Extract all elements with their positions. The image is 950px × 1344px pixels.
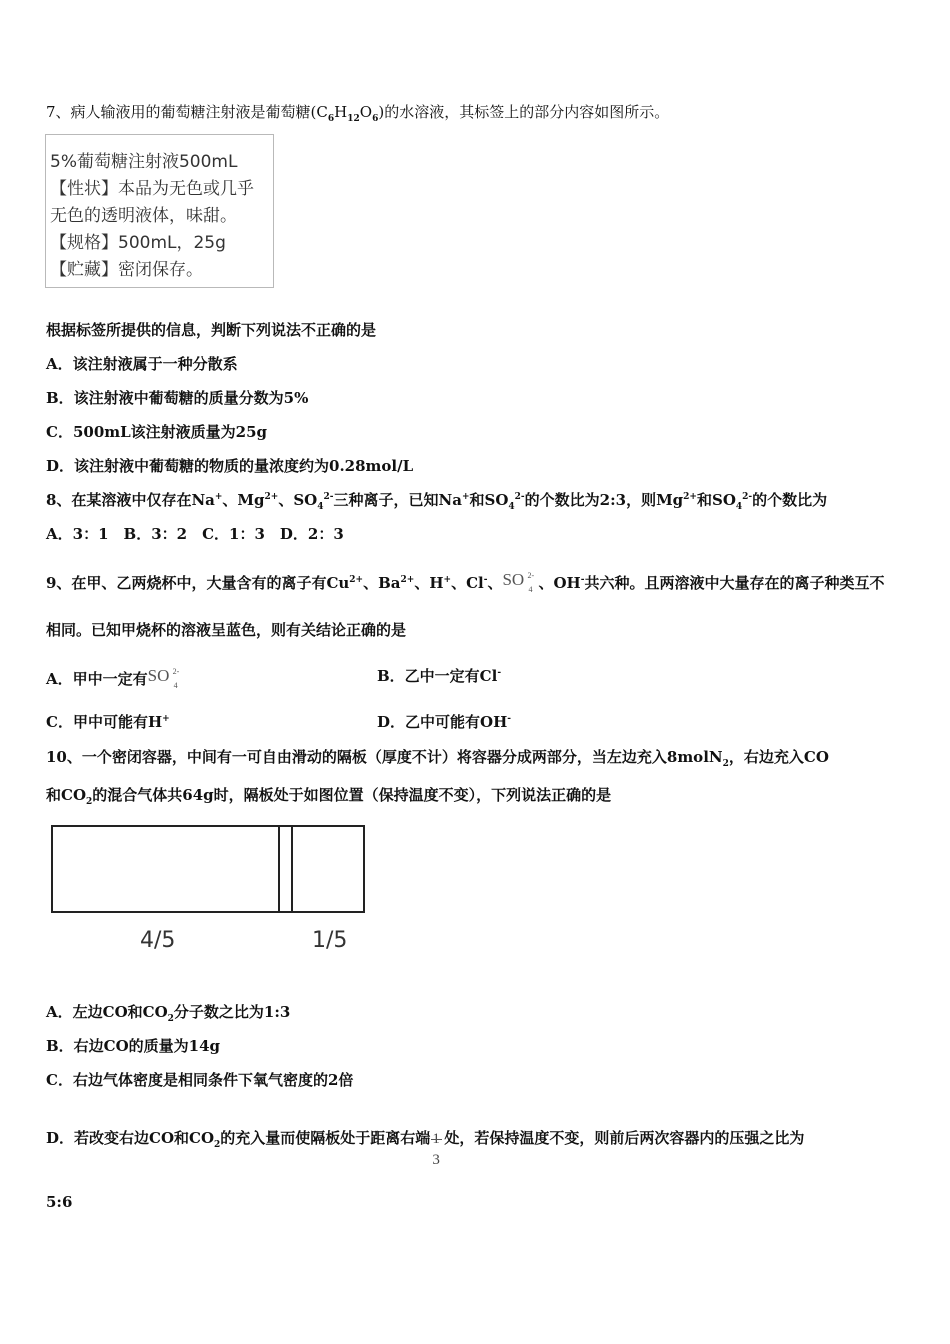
q7-option-d: D．该注射液中葡萄糖的物质的量浓度约为0.28mol/L — [46, 457, 414, 475]
container-diagram — [50, 824, 366, 914]
q7-question: 根据标签所提供的信息，判断下列说法不正确的是 — [46, 321, 377, 339]
sulfate-formula: SO 2- 4 — [147, 666, 180, 690]
label-line: 无色的透明液体，味甜。 — [50, 206, 237, 226]
q10-option-a: A．左边CO和$CO_2$分子数之比为1:3 — [46, 1003, 291, 1024]
q8-stem: 8、在某溶液中仅存在Na+、$Mg^{2+}$、$SO_4^{2-}$三种离子，已知Na+和$SO_4^{2-}$的个数比为2:3，则$Mg^{2+}$和$SO_4^{2-}$的个数比为 — [46, 491, 828, 512]
q9-option-b: B．乙中一定有Cl- — [377, 667, 502, 685]
left-fraction-label: 4/5 — [140, 928, 176, 953]
q9-option-c: C．甲中可能有H+ — [46, 713, 170, 731]
q10-option-d: D．若改变右边CO和$CO_2$的充入量而使隔板处于距离右端 3 处，若保持温度不变，则前后两次容器内的压强之比为 — [46, 1118, 804, 1159]
q10-stem: 10、一个密闭容器，中间有一可自由滑动的隔板（厚度不计）将容器分成两部分，当左边充入8molN$_2$，右边充入CO — [46, 748, 829, 769]
q7-stem: 7、病人输液用的葡萄糖注射液是葡萄糖$(C_6H_{12}O_6)$的水溶液，其标签上的部分内容如图所示。 — [46, 103, 670, 124]
q9-option-d: D．乙中可能有OH- — [377, 713, 511, 731]
q7-stem-b: )的水溶液，其标签上的部分内容如图所示。 — [378, 103, 670, 121]
label-line: 5%葡萄糖注射液500mL — [50, 152, 238, 172]
q7-option-c: C．500mL该注射液质量为25g — [46, 423, 268, 441]
fraction-one-third: 3 — [430, 1119, 444, 1159]
q10-option-b: B．右边CO的质量为14g — [46, 1037, 221, 1055]
q10-option-d-line2: 5:6 — [46, 1193, 73, 1211]
label-line: 【规格】500mL，25g — [50, 233, 226, 253]
q9-option-a: A．甲中一定有 SO 2- 4 — [46, 664, 184, 689]
container-svg — [50, 824, 366, 914]
sulfate-formula: SO 2- 4 — [502, 570, 535, 594]
right-fraction-label: 1/5 — [312, 928, 348, 953]
sliding-partition — [279, 826, 292, 912]
container-outline — [52, 826, 364, 912]
q10-stem-line2: 和$CO_2$的混合气体共64g时，隔板处于如图位置（保持温度不变），下列说法正确的是 — [46, 786, 612, 807]
q7-option-b: B．该注射液中葡萄糖的质量分数为5% — [46, 389, 309, 407]
label-line: 【贮藏】密闭保存。 — [50, 260, 203, 280]
drug-label-image — [45, 134, 274, 288]
label-line: 【性状】本品为无色或几乎 — [50, 179, 254, 199]
q10-option-c: C．右边气体密度是相同条件下氧气密度的2倍 — [46, 1071, 354, 1089]
q9-stem: 9、在甲、乙两烧杯中，大量含有的离子有$Cu^{2+}$、$Ba^{2+}$、H+、Cl-、 SO 2- 4 、OH-共六种。且两溶液中大量存在的离子种类互不 — [46, 570, 885, 594]
q7-stem-a: 7、病人输液用的葡萄糖注射液是葡萄糖(C — [46, 103, 328, 121]
q8-options: A．3：1 B．3：2 C．1：3 D．2：3 — [46, 525, 344, 543]
q7-option-a: A．该注射液属于一种分散系 — [46, 355, 238, 373]
q9-stem-line2: 相同。已知甲烧杯的溶液呈蓝色，则有关结论正确的是 — [46, 621, 407, 639]
